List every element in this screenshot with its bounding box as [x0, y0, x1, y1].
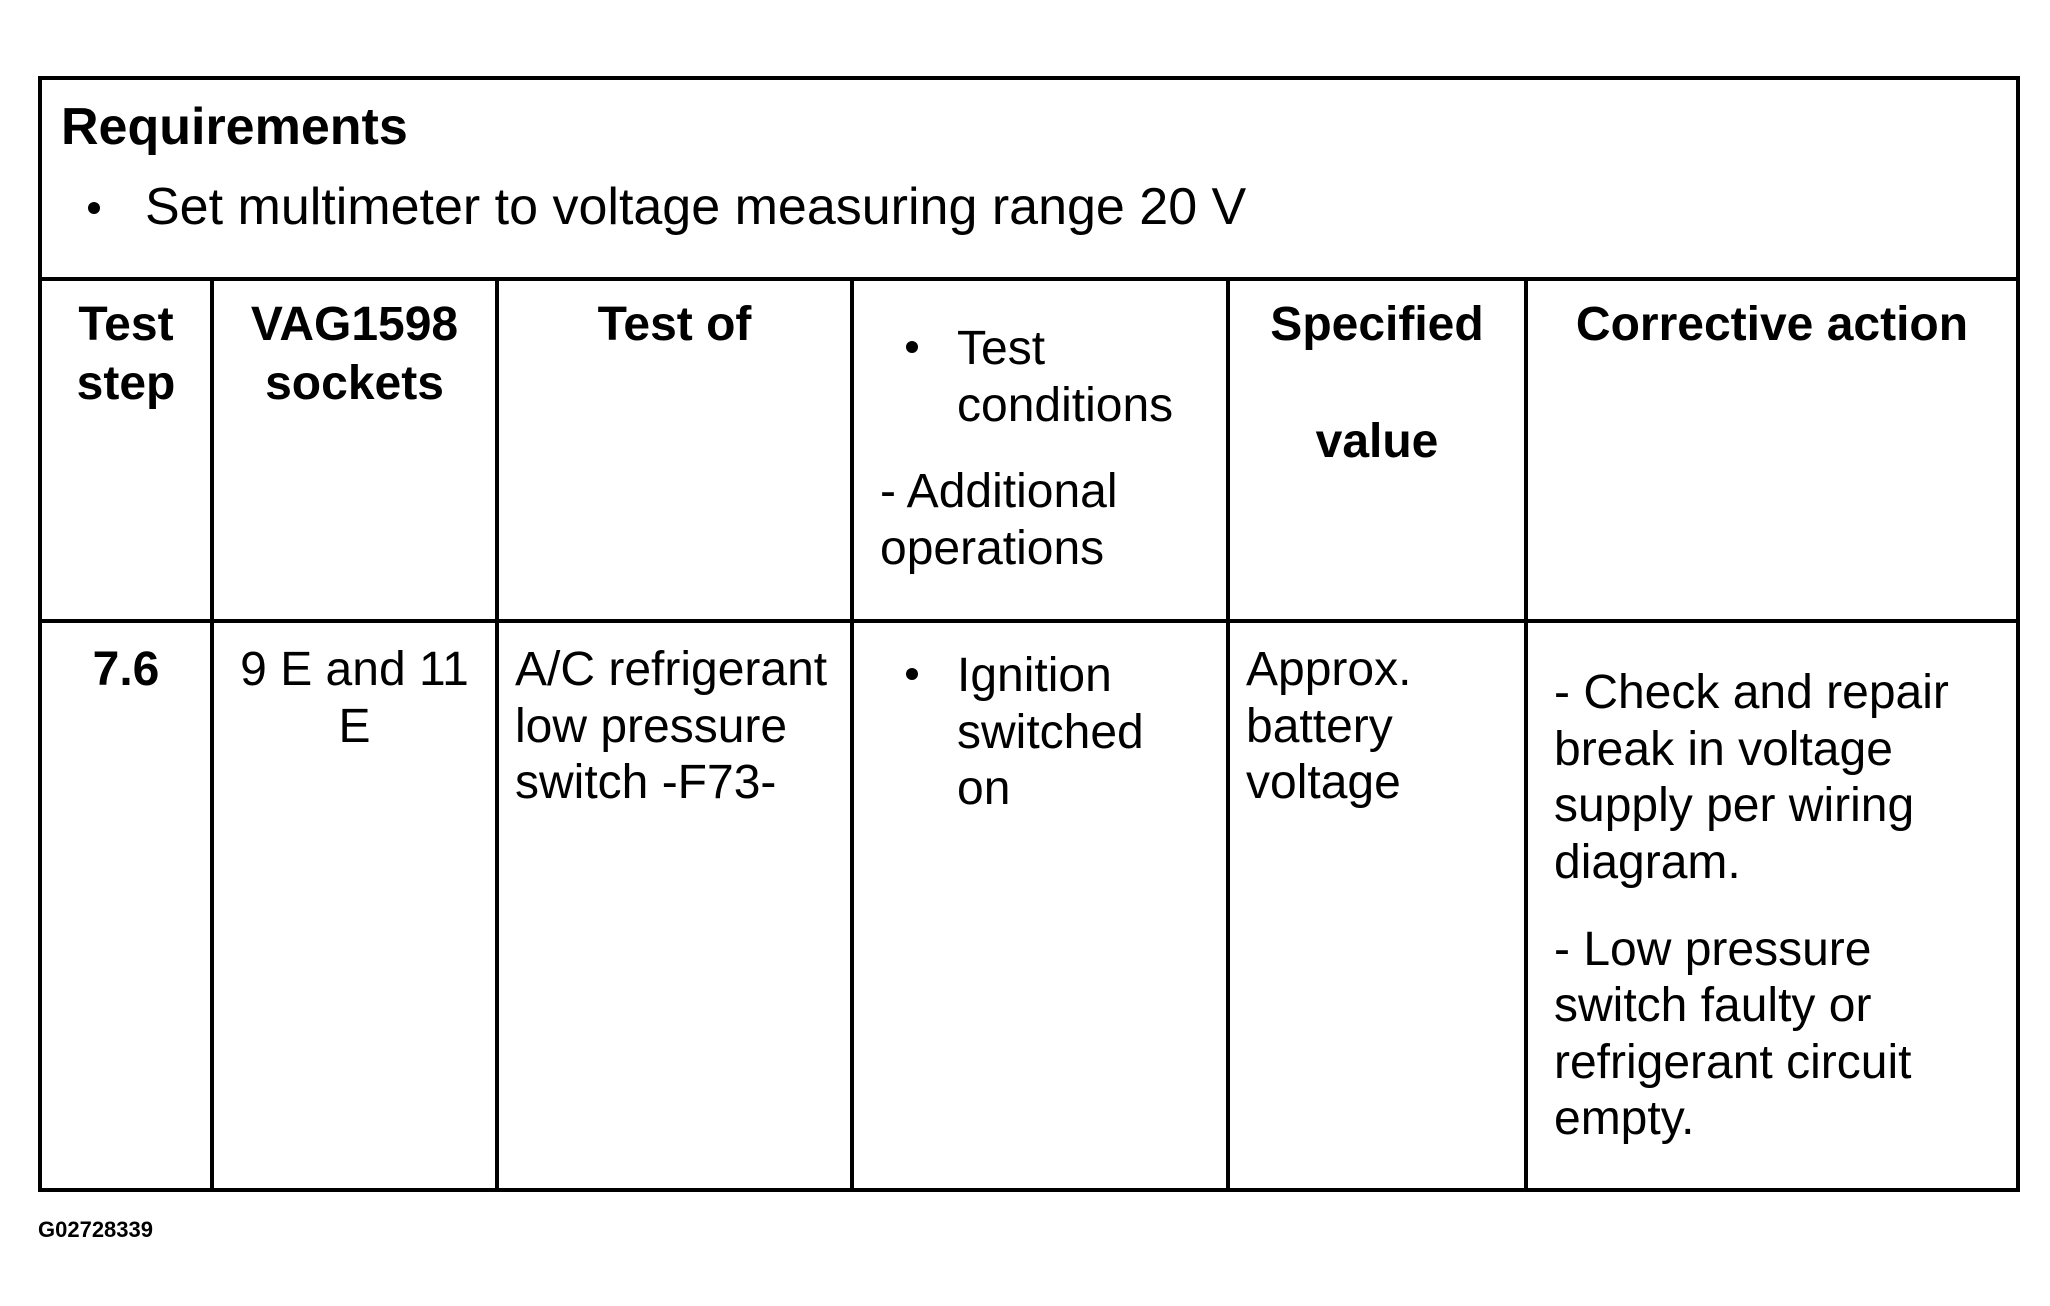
table-row	[42, 621, 2016, 1188]
cell-sockets: 9 E and 11 E	[212, 621, 497, 1188]
conditions-bullet	[854, 648, 1226, 818]
bullet-icon	[88, 202, 100, 214]
cell-test-step: 7.6	[42, 621, 212, 1188]
corrective-action-item: - Low pressure switch faulty or refrigerant circuit empty.	[1554, 922, 1912, 1146]
cell-test-conditions	[852, 621, 1228, 1188]
header-test-of: Test of	[497, 277, 852, 621]
bullet-icon	[906, 341, 918, 353]
requirements-section	[42, 80, 2016, 281]
header-sockets: VAG1598 sockets	[212, 277, 497, 621]
cell-corrective-action	[1526, 621, 2016, 1188]
test-table-frame	[38, 76, 2020, 1192]
header-additional-operations: - Additional operations	[880, 465, 1118, 575]
cell-test-of: A/C refrigerant low pressure switch -F73-	[497, 621, 852, 1188]
header-specified-line2: value	[1315, 414, 1439, 468]
figure-id: G02728339	[38, 1217, 153, 1242]
corrective-action-item: - Check and repair break in voltage supply per wiring diagram.	[1554, 666, 1949, 889]
header-specified-line1: Specified	[1270, 298, 1484, 351]
header-test-step: Test step	[42, 277, 212, 621]
header-conditions-bullet	[854, 321, 1226, 434]
requirements-heading: Requirements	[61, 98, 408, 156]
conditions-text: Ignition switched on	[957, 649, 1144, 816]
header-corrective-action: Corrective action	[1526, 277, 2016, 621]
cell-specified-value: Approx. battery voltage	[1228, 621, 1526, 1188]
bullet-icon	[906, 668, 918, 680]
table-header-row	[42, 277, 2016, 621]
header-specified-value	[1228, 277, 1526, 621]
header-conditions-text: Test conditions	[957, 322, 1174, 432]
requirements-bullet-text: Set multimeter to voltage measuring range 20 V	[145, 178, 1247, 236]
header-test-conditions	[852, 277, 1228, 621]
test-table	[42, 277, 2016, 1188]
